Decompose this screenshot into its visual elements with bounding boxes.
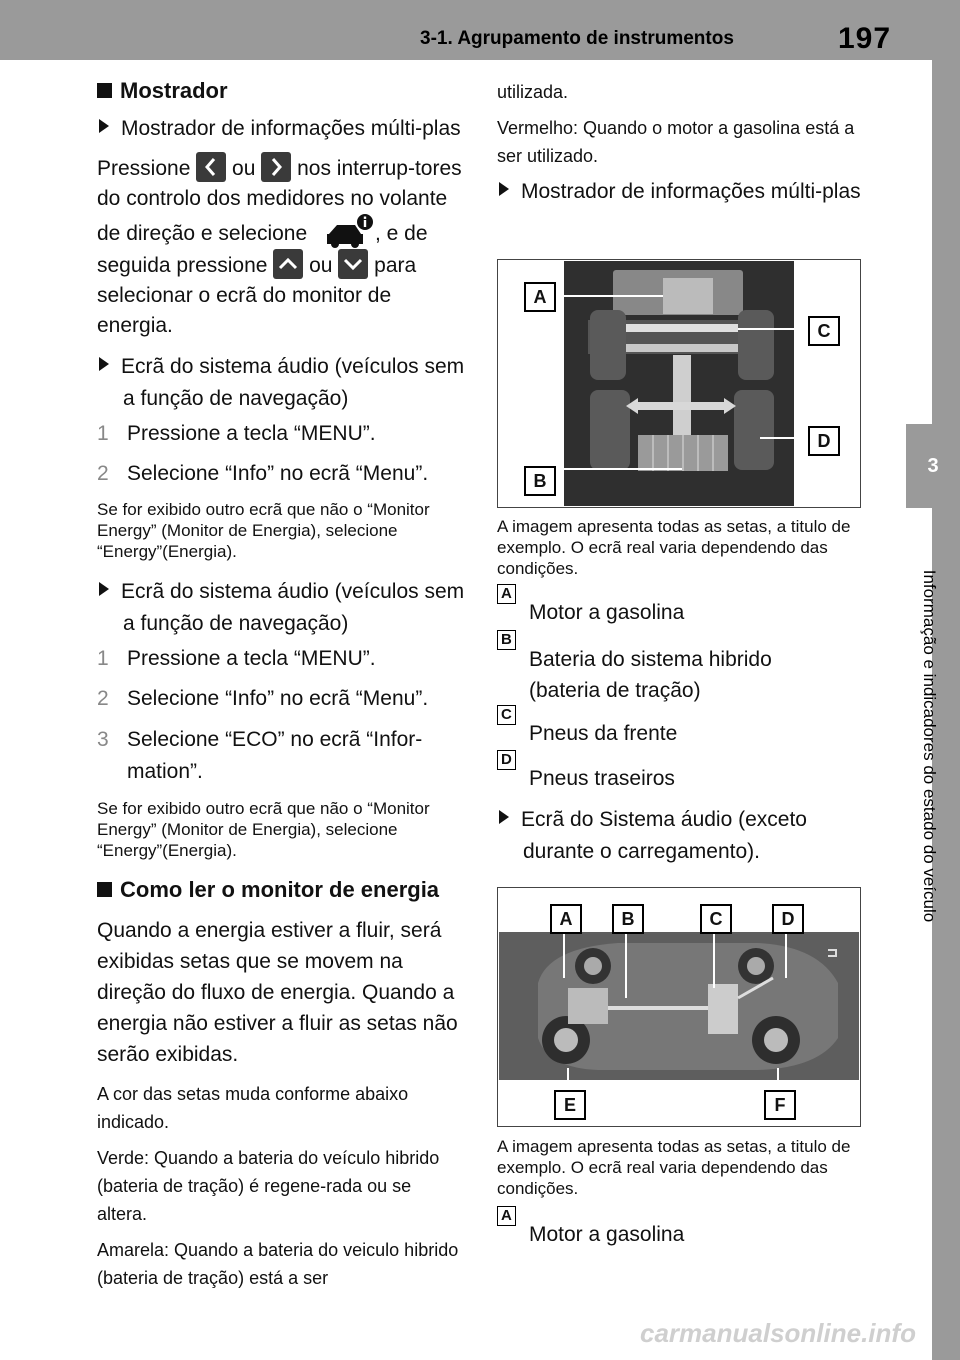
paragraph-energia-fluir: Quando a energia estiver a fluir, será exibidas setas que se movem na direção do fluxo de energia. Quando a energia não estiver a fluir as setas não serão exibidas.	[97, 919, 458, 1066]
figure-1-caption: A imagem apresenta todas as setas, a titulo de exemplo. O ecrã real varia dependendo das condições.	[497, 517, 851, 578]
vehicle-info-icon	[313, 214, 375, 248]
paragraph-verde: Verde: Quando a bateria do veículo hibrido (bateria de tração) é regene-rada ou se altera.	[97, 1148, 440, 1224]
bullet-audio-sem-nav-2: Ecrã do sistema áudio (veículos sem a função de navegação)	[99, 576, 465, 640]
chevron-right-icon	[261, 152, 291, 182]
step-1a: 1 Pressione a tecla “MENU”.	[97, 422, 376, 445]
figure2-label-d: D	[772, 904, 804, 934]
watermark: carmanualsonline.info	[640, 1318, 916, 1348]
step-2a: 2 Selecione “Info” no ecrã “Menu”.	[97, 462, 429, 485]
triangle-bullet-icon	[99, 582, 109, 596]
triangle-bullet-icon	[499, 182, 509, 196]
bullet-mostrador-multiplas-2: Mostrador de informações múlti-plas	[499, 176, 883, 208]
square-bullet-icon	[97, 882, 112, 897]
figure2-label-e: E	[554, 1090, 586, 1120]
triangle-bullet-icon	[99, 357, 109, 371]
paragraph-pressione: Pressione ou nos interrup-tores do controlo dos medidores no volante de direção e selecione , e de seguida pressione ou para selecionar o ecrã do monitor de energia.	[97, 152, 465, 341]
chevron-down-icon	[338, 249, 368, 279]
triangle-bullet-icon	[499, 810, 509, 824]
figure-label-a: A	[524, 282, 556, 312]
figure-label-d: D	[808, 426, 840, 456]
paragraph-vermelho: Vermelho: Quando o motor a gasolina está a ser utilizado.	[497, 118, 855, 166]
bullet-audio-exceto: Ecrã do Sistema áudio (exceto durante o carregamento).	[499, 804, 883, 868]
paragraph-amarela: Amarela: Quando a bateria do veiculo hibrido (bateria de tração) está a ser	[97, 1240, 459, 1288]
square-bullet-icon	[97, 83, 112, 98]
chapter-title: Informação e indicadores do estado do veículo	[920, 569, 939, 923]
chevron-left-icon	[196, 152, 226, 182]
step-1b: 1 Pressione a tecla “MENU”.	[97, 647, 376, 670]
figure-label-c: C	[808, 316, 840, 346]
figure2-label-f: F	[764, 1090, 796, 1120]
note-monitor-1: Se for exibido outro ecrã que não o “Monitor Energy” (Monitor de Energia), selecione “Energy”(Energia).	[97, 500, 430, 561]
section-heading-como-ler: Como ler o monitor de energia	[97, 875, 465, 905]
energy-monitor-figure-2	[497, 887, 861, 1127]
step-2b: 2 Selecione “Info” no ecrã “Menu”.	[97, 687, 429, 710]
figure-label-b: B	[524, 466, 556, 496]
figure2-label-c: C	[700, 904, 732, 934]
chevron-up-icon	[273, 249, 303, 279]
left-column	[97, 76, 465, 1292]
figure2-label-a: A	[550, 904, 582, 934]
figure2-label-b: B	[612, 904, 644, 934]
chapter-number: 3	[927, 454, 939, 477]
paragraph-utilizada: utilizada.	[497, 82, 569, 102]
note-monitor-2: Se for exibido outro ecrã que não o “Monitor Energy” (Monitor de Energia), selecione “Energy”(Energia).	[97, 799, 430, 860]
bullet-mostrador-multiplas: Mostrador de informações múlti-plas	[99, 114, 465, 144]
section-heading-mostrador: Mostrador	[97, 76, 465, 106]
section-title: 3-1. Agrupamento de instrumentos	[420, 28, 734, 49]
paragraph-cor-setas: A cor das setas muda conforme abaixo indicado.	[97, 1084, 409, 1132]
figure-2-caption: A imagem apresenta todas as setas, a titulo de exemplo. O ecrã real varia dependendo das condições.	[497, 1137, 851, 1198]
step-3b: 3 Selecione “ECO” no ecrã “Infor-mation”.	[97, 728, 423, 783]
triangle-bullet-icon	[99, 119, 109, 133]
bullet-audio-sem-nav-1: Ecrã do sistema áudio (veículos sem a função de navegação)	[99, 351, 465, 415]
page-number: 197	[838, 22, 892, 55]
energy-monitor-figure-1	[497, 259, 861, 508]
